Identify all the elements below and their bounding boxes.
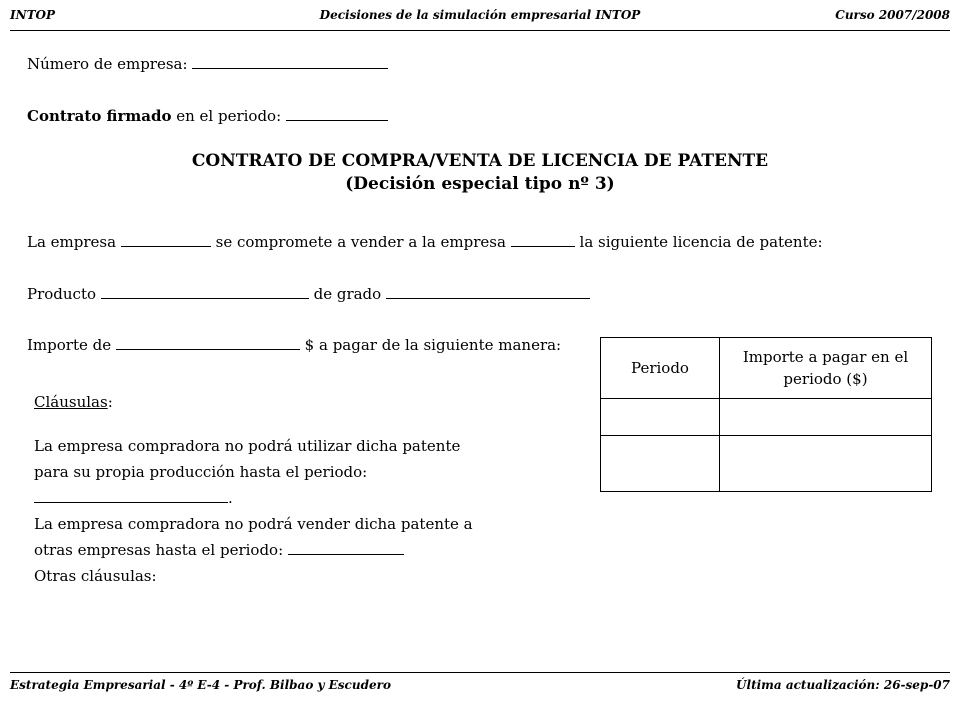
amount-suffix: $ a pagar de la siguiente manera: <box>304 336 562 354</box>
amount-prefix: Importe de <box>27 336 112 354</box>
clause-line-5: otras empresas hasta el periodo: <box>34 540 284 559</box>
company-number-label: Número de empresa: <box>27 55 188 73</box>
col-period-header: Periodo <box>601 338 720 399</box>
clause-line-2-row <box>34 460 554 486</box>
amount-cell[interactable] <box>720 436 932 492</box>
amount-row <box>27 335 561 356</box>
contract-label-rest: en el periodo: <box>171 107 282 125</box>
col-amount-header: Importe a pagar en el periodo ($) <box>720 338 932 399</box>
contract-period-field[interactable] <box>286 106 388 121</box>
clause-line-1: La empresa compradora no podrá utilizar dicha patente <box>34 436 461 455</box>
header-left: INTOP <box>10 8 55 22</box>
company-number-field[interactable] <box>192 54 388 69</box>
clause-line-2: para su propia producción hasta el periodo: <box>34 462 368 481</box>
seller-row <box>27 232 823 253</box>
seller-suffix: la siguiente licencia de patente: <box>579 233 823 251</box>
usage-period-field[interactable] <box>34 488 228 503</box>
product-row <box>27 284 590 305</box>
table-row <box>601 399 932 436</box>
clause-line-4: La empresa compradora no podrá vender dicha patente a <box>34 514 473 533</box>
table-header-row <box>601 338 932 399</box>
product-field[interactable] <box>101 284 309 299</box>
footer-left: Estrategia Empresarial - 4º E-4 - Prof. Bilbao y Escudero <box>10 678 391 692</box>
header-course: Curso 2007/2008 <box>835 8 950 22</box>
grade-field[interactable] <box>386 284 590 299</box>
clause-line-3-row <box>34 486 554 512</box>
page-footer <box>10 672 950 700</box>
seller-prefix: La empresa <box>27 233 117 251</box>
payment-table <box>600 337 932 492</box>
contract-label-bold: Contrato firmado <box>27 107 172 125</box>
footer-updated: Última actualización: 26-sep-07 <box>736 678 950 692</box>
product-label: Producto <box>27 285 97 303</box>
clauses-heading-colon: : <box>107 393 113 411</box>
clause-line-6: Otras cláusulas: <box>34 566 157 585</box>
clauses-section <box>34 390 554 590</box>
clauses-heading: Cláusulas <box>34 393 108 411</box>
contract-period-row <box>27 106 388 127</box>
buyer-company-field[interactable] <box>511 232 575 247</box>
clauses-spacer <box>34 416 554 434</box>
period-cell[interactable] <box>601 399 720 436</box>
clause-line-3-end: . <box>228 488 233 507</box>
clause-line-5-row <box>34 538 554 564</box>
period-cell[interactable] <box>601 436 720 492</box>
company-number-row <box>27 54 388 75</box>
title-line-2: (Decisión especial tipo nº 3) <box>345 173 615 194</box>
amount-cell[interactable] <box>720 399 932 436</box>
seller-middle: se compromete a vender a la empresa <box>215 233 506 251</box>
header-title: Decisiones de la simulación empresarial INTOP <box>319 8 641 22</box>
clauses-heading-row <box>34 390 554 416</box>
seller-company-field[interactable] <box>121 232 211 247</box>
grade-label: de grado <box>313 285 382 303</box>
page-title <box>0 150 960 196</box>
page-header <box>10 8 950 31</box>
amount-field[interactable] <box>116 335 300 350</box>
sale-period-field[interactable] <box>288 540 404 555</box>
table-row <box>601 436 932 492</box>
title-line-1: CONTRATO DE COMPRA/VENTA DE LICENCIA DE PATENTE <box>191 151 769 171</box>
